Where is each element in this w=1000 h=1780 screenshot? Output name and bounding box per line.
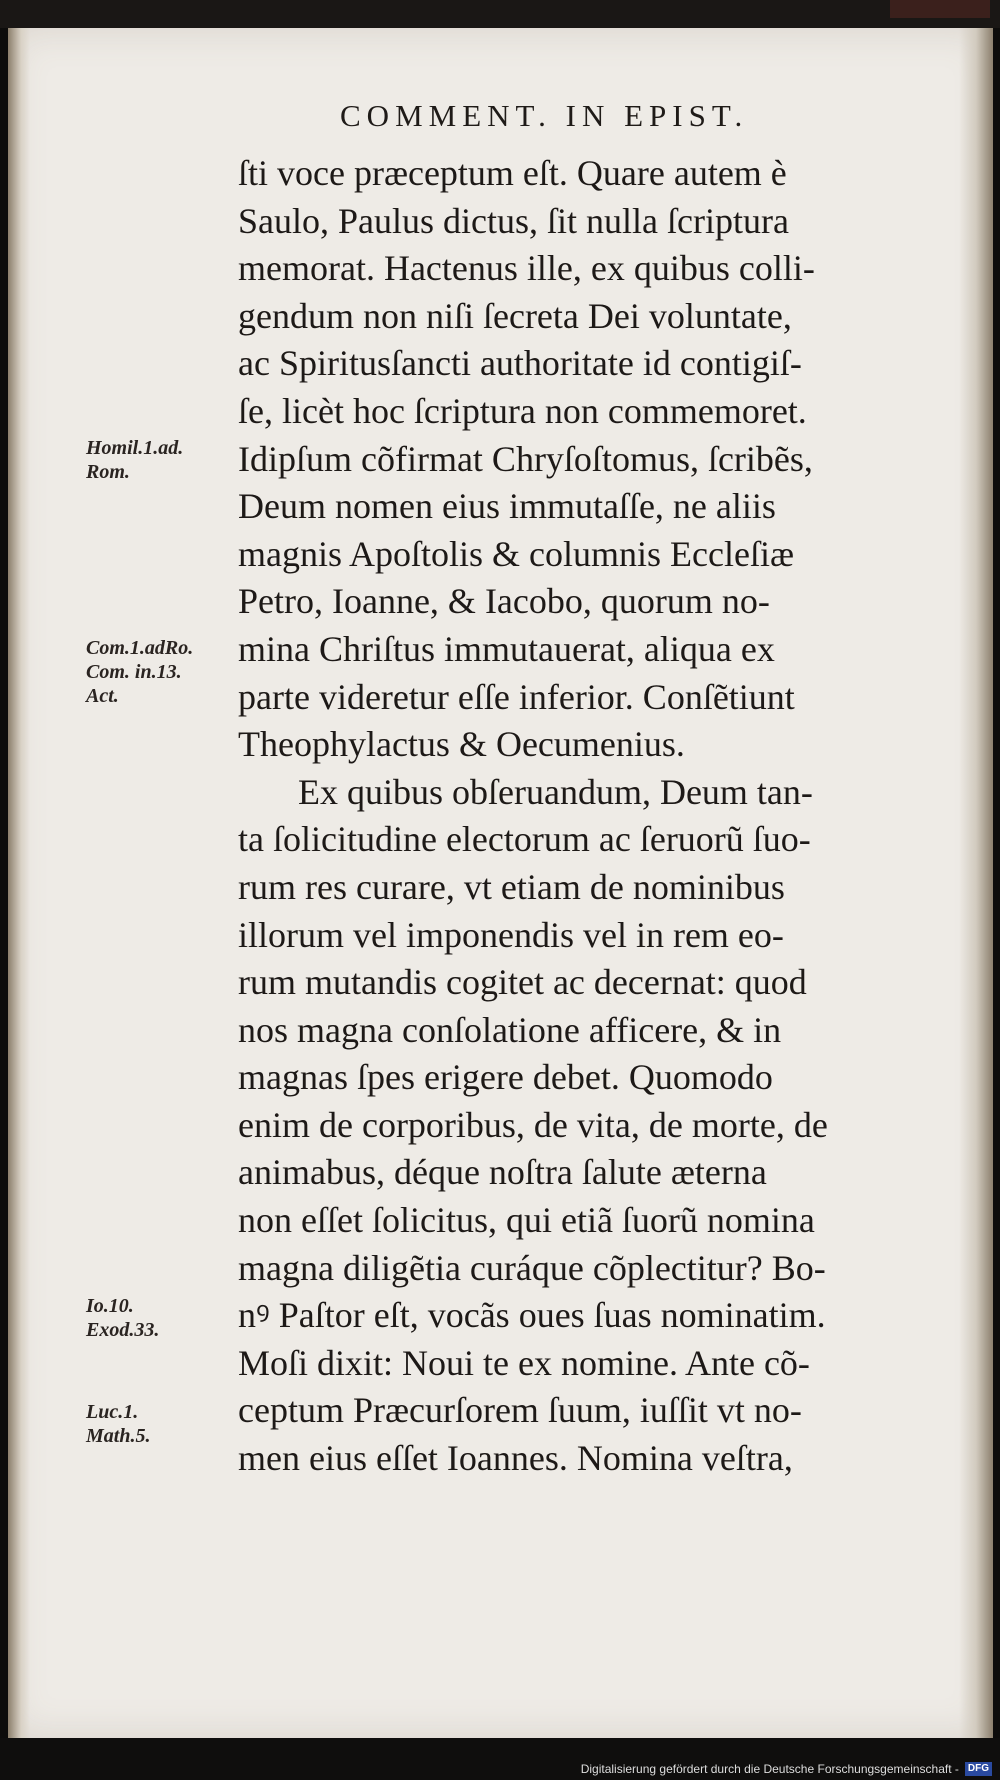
text-line-10: Petro, Ioanne, & Iacobo, quorum no- — [238, 581, 770, 622]
text-line-2: Saulo, Paulus dictus, ſit nulla ſcriptura — [238, 200, 789, 241]
marginal-note-line: Luc.1. — [86, 1401, 139, 1423]
text-line-5: ac Spiritusſancti authoritate id contigiſ- — [238, 343, 802, 384]
text-line-19: nos magna conſolatione afficere, & in — [238, 1009, 782, 1050]
text-line-27: ceptum Præcurſorem ſuum, iuſſit vt no- — [238, 1390, 802, 1431]
text-line-20: magnas ſpes erigere debet. Quomodo — [238, 1057, 773, 1098]
text-line-24: magna diligẽtia curáque cõplectitur? Bo- — [238, 1247, 826, 1288]
text-line-23: non eſſet ſolicitus, qui etiã ſuorũ nomina — [238, 1200, 815, 1241]
marginal-note-lucas-matthaeus — [86, 1400, 150, 1448]
text-line-6: ſe, licèt hoc ſcriptura non commemoret. — [238, 390, 807, 431]
text-line-13: Theophylactus & Oecumenius. — [238, 724, 685, 765]
text-line-11: mina Chriſtus immutauerat, aliqua ex — [238, 628, 775, 669]
marginal-note-line: Com. in.13. — [86, 661, 182, 683]
marginal-note-line: Exod.33. — [86, 1319, 160, 1341]
text-line-21: enim de corporibus, de vita, de morte, de — [238, 1104, 828, 1145]
marginal-note-line: Homil.1.ad. — [86, 437, 184, 459]
marginal-note-line: Com.1.adRo. — [86, 637, 194, 659]
text-line-18: rum mutandis cogitet ac decernat: quod — [238, 962, 807, 1003]
text-line-15: ta ſolicitudine electorum ac ſeruorũ ſuo- — [238, 819, 811, 860]
marginal-note-line: Act. — [86, 685, 119, 707]
marginal-note-line: Rom. — [86, 461, 130, 483]
text-line-8: Deum nomen eius immutaſſe, ne aliis — [238, 486, 776, 527]
page-right-edge — [959, 28, 993, 1738]
text-line-7: Idipſum cõfirmat Chryſoſtomus, ſcribẽs, — [238, 438, 813, 479]
text-line-3: memorat. Hactenus ille, ex quibus colli- — [238, 248, 815, 289]
marginal-note-homilia — [86, 436, 183, 484]
text-line-26: Moſi dixit: Noui te ex nomine. Ante cõ- — [238, 1342, 810, 1383]
digitization-credit — [581, 1760, 992, 1778]
marginal-note-line: Io.10. — [86, 1295, 134, 1317]
scan-top-edge — [0, 0, 1000, 28]
text-line-14: Ex quibus obſeruandum, Deum tan- — [298, 771, 813, 812]
text-line-12: parte videretur eſſe inferior. Conſẽtiunt — [238, 676, 795, 717]
marginal-note-ioannes-exodus — [86, 1294, 159, 1342]
text-line-4: gendum non niſi ſecreta Dei voluntate, — [238, 295, 792, 336]
dfg-logo: DFG — [965, 1762, 992, 1776]
running-head: COMMENT. IN EPIST. — [340, 98, 749, 133]
credit-text: Digitalisierung gefördert durch die Deutsche Forschungsgemeinschaft - — [580, 1762, 959, 1776]
scan-corner-mark — [890, 0, 990, 18]
text-line-25: nꝰ Paſtor eſt, vocãs oues ſuas nominatim. — [238, 1295, 826, 1336]
text-line-22: animabus, déque noſtra ſalute æterna — [238, 1152, 767, 1193]
text-line-17: illorum vel imponendis vel in rem eo- — [238, 914, 784, 955]
text-line-28: men eius eſſet Ioannes. Nomina veſtra, — [238, 1438, 793, 1479]
marginal-note-commentarius — [86, 636, 193, 708]
text-line-9: magnis Apoſtolis & columnis Eccleſiæ — [238, 533, 794, 574]
page-gutter-shadow — [8, 28, 30, 1738]
text-line-16: rum res curare, vt etiam de nominibus — [238, 866, 785, 907]
marginal-note-line: Math.5. — [86, 1425, 151, 1447]
text-line-1: ſti voce præceptum eſt. Quare autem è — [238, 153, 787, 193]
body-text — [238, 150, 918, 1483]
